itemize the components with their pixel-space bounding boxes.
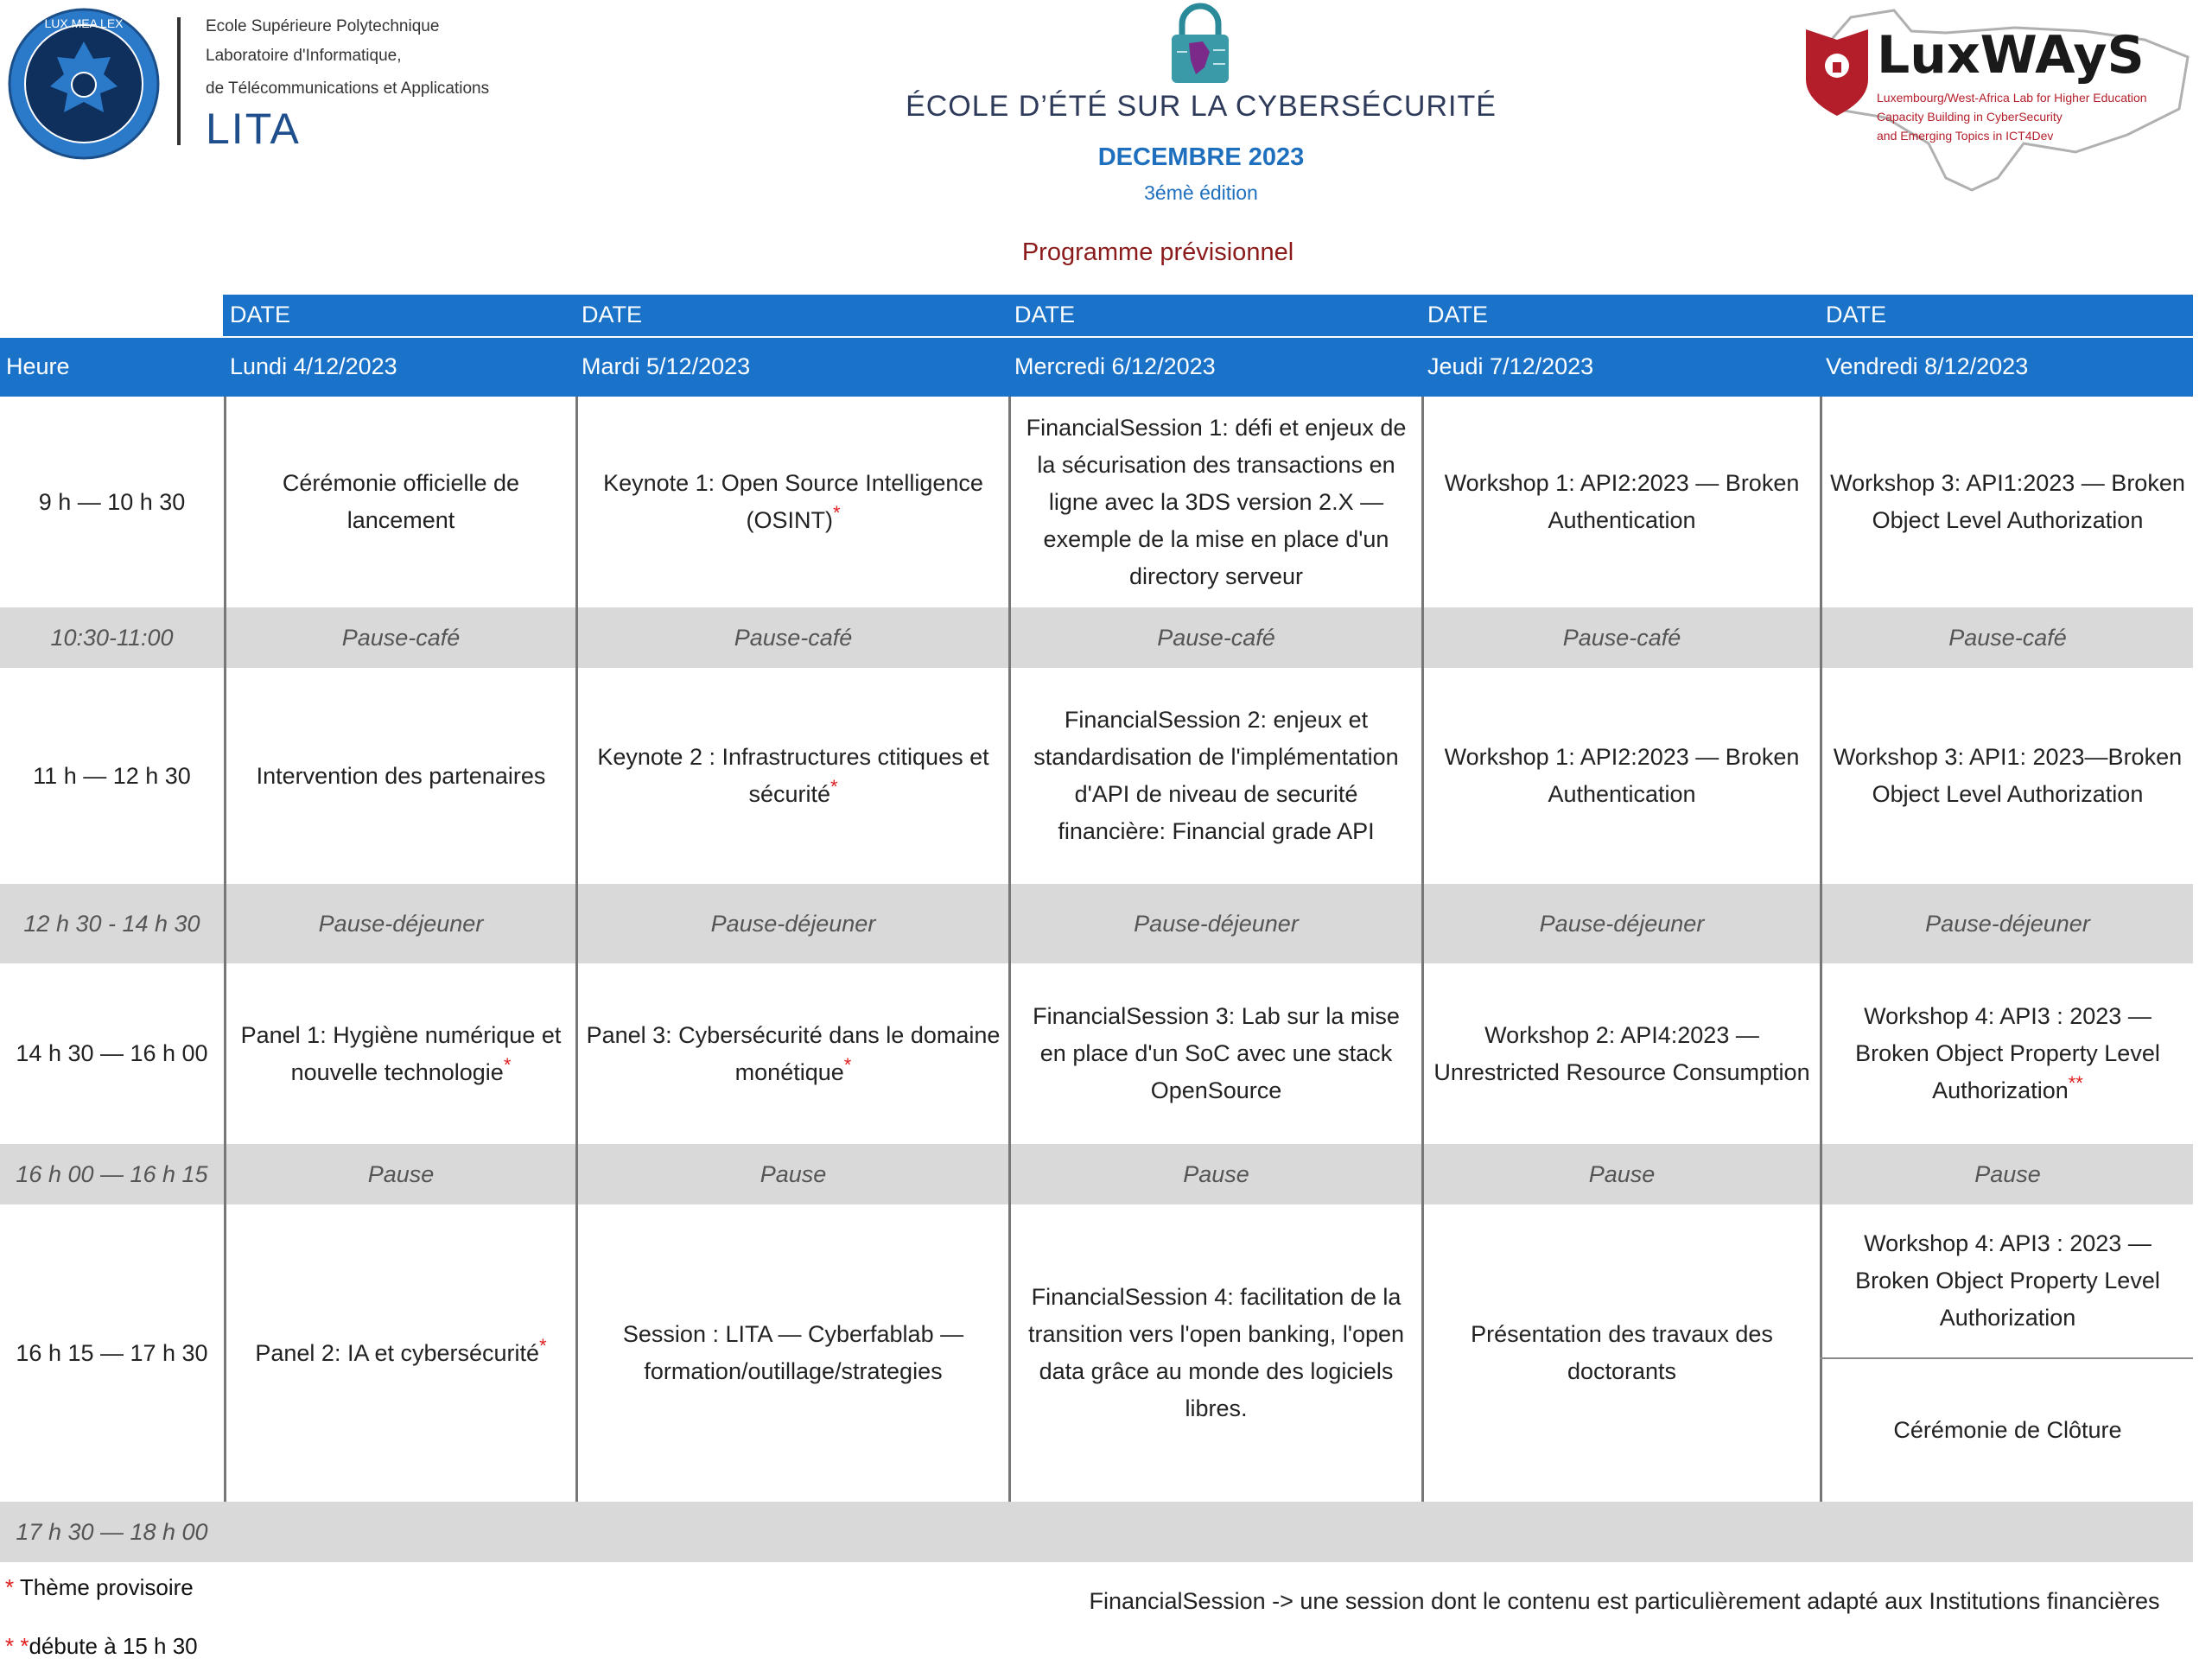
header-separator <box>177 17 181 145</box>
break-coffee-thu: Pause-café <box>1562 624 1681 651</box>
date-label-4: DATE <box>1427 302 1489 327</box>
date-label-5: DATE <box>1826 302 1887 327</box>
session-tue-3: Panel 3: Cybersécurité dans le domaine monétique* <box>586 1021 1001 1085</box>
day-header-tuesday: Mardi 5/12/2023 <box>582 353 751 379</box>
session-mon-1: Cérémonie officielle de lancement <box>282 470 520 533</box>
edition-label: 3émè édition <box>1144 181 1258 204</box>
session-fri-3: Workshop 4: API3 : 2023 —Broken Object Property Level Authorization** <box>1855 1003 2160 1103</box>
break-pause-thu: Pause <box>1588 1160 1656 1187</box>
break-coffee-fri: Pause-café <box>1948 624 2067 651</box>
lita-name: LITA <box>206 105 301 153</box>
session-wed-1: FinancialSession 1: défi et enjeux de la sécurisation des transactions en ligne avec la 3DS version 2.X — exemple de la mise en place d'un directory serveur <box>1026 414 1407 589</box>
time-break-3: 16 h 00 — 16 h 15 <box>16 1160 208 1187</box>
luxways-name: LuxWAyS <box>1877 25 2145 86</box>
break-lunch-mon: Pause-déjeuner <box>318 910 484 937</box>
date-header-bar <box>223 295 2193 336</box>
date-label-2: DATE <box>582 302 643 327</box>
session-tue-2: Keynote 2 : Infrastructures ctitiques et sécurité* <box>597 744 989 807</box>
break-coffee-wed: Pause-café <box>1157 624 1275 651</box>
lita-line-1: Ecole Supérieure Polytechnique <box>206 17 440 35</box>
session-wed-3: FinancialSession 3: Lab sur la mise en place d'un SoC avec une stack OpenSource <box>1033 1003 1400 1103</box>
luxways-line-2: Capacity Building in CyberSecurity <box>1877 110 2063 124</box>
break-lunch-wed: Pause-déjeuner <box>1134 910 1299 937</box>
time-break-1: 10:30-11:00 <box>50 624 174 651</box>
session-fri-2: Workshop 3: API1: 2023—Broken Object Level Authorization <box>1833 744 2183 807</box>
footnote-provisional: * Thème provisoire <box>5 1574 194 1600</box>
padlock-icon <box>1165 0 1236 86</box>
luxways-line-1: Luxembourg/West-Africa Lab for Higher Education <box>1877 91 2147 105</box>
date-label-3: DATE <box>1014 302 1076 327</box>
time-slot-1: 9 h — 10 h 30 <box>38 488 186 515</box>
session-fri-1: Workshop 3: API1:2023 — Broken Object Level Authorization <box>1830 470 2185 533</box>
time-slot-2: 11 h — 12 h 30 <box>33 762 191 789</box>
break-lunch-tue: Pause-déjeuner <box>710 910 876 937</box>
footnote-starts-later: * *débute à 15 h 30 <box>5 1633 198 1659</box>
session-mon-3: Panel 1: Hygiène numérique et nouvelle technologie* <box>240 1021 562 1085</box>
day-header-friday: Vendredi 8/12/2023 <box>1826 353 2029 379</box>
break-pause-tue: Pause <box>760 1160 827 1187</box>
footnote-financial-session: FinancialSession -> une session dont le contenu est particulièrement adapté aux Institutions financières <box>1089 1588 2160 1614</box>
session-thu-1: Workshop 1: API2:2023 — Broken Authentication <box>1444 470 1800 533</box>
luxways-logo <box>1799 5 2196 195</box>
starts-later-star: ** <box>2068 1072 2083 1094</box>
date-label-1: DATE <box>230 302 291 327</box>
break-coffee-tue: Pause-café <box>734 624 853 651</box>
day-header-wednesday: Mercredi 6/12/2023 <box>1014 353 1216 379</box>
break-pause-wed: Pause <box>1183 1160 1249 1187</box>
time-slot-4: 16 h 15 — 17 h 30 <box>16 1339 208 1366</box>
session-mon-2: Intervention des partenaires <box>256 762 546 789</box>
session-mon-4: Panel 2: IA et cybersécurité* <box>255 1334 547 1366</box>
provisional-star: * <box>539 1334 547 1357</box>
closing-ceremony: Cérémonie de Clôture <box>1893 1417 2122 1443</box>
lita-line-3: de Télécommunications et Applications <box>206 79 490 98</box>
time-slot-3: 14 h 30 — 16 h 00 <box>16 1040 208 1066</box>
break-coffee-mon: Pause-café <box>341 624 461 651</box>
break-band-end <box>0 1502 2193 1562</box>
session-thu-2: Workshop 1: API2:2023 — Broken Authentication <box>1444 744 1800 807</box>
day-header-thursday: Jeudi 7/12/2023 <box>1427 353 1594 379</box>
day-header-monday: Lundi 4/12/2023 <box>230 353 397 379</box>
session-thu-3: Workshop 2: API4:2023 — Unrestricted Resource Consumption <box>1433 1021 1810 1085</box>
provisional-star: * <box>843 1053 852 1076</box>
lita-seal-logo <box>7 7 161 161</box>
break-lunch-fri: Pause-déjeuner <box>1925 910 2090 937</box>
session-tue-4: Session : LITA — Cyberfablab — formation/outillage/strategies <box>622 1321 964 1384</box>
school-title: ÉCOLE D’ÉTÉ SUR LA CYBERSÉCURITÉ <box>906 90 1497 123</box>
programme-label: Programme prévisionnel <box>1021 238 1294 266</box>
hour-column-header: Heure <box>6 353 70 379</box>
lita-seal-text: LUX MEA LEX <box>44 16 124 30</box>
time-break-4: 17 h 30 — 18 h 00 <box>16 1518 208 1545</box>
luxways-line-3: and Emerging Topics in ICT4Dev <box>1877 129 2054 143</box>
event-month: DECEMBRE 2023 <box>1097 143 1305 171</box>
time-break-2: 12 h 30 - 14 h 30 <box>23 910 200 937</box>
session-fri-4a: Workshop 4: API3 : 2023 —Broken Object Property Level Authorization <box>1855 1230 2160 1331</box>
break-pause-fri: Pause <box>1974 1160 2041 1187</box>
session-wed-2: FinancialSession 2: enjeux et standardisation de l'implémentation d'API de niveau de securité financière: Financial grade API <box>1033 707 1399 844</box>
provisional-star: * <box>503 1053 512 1076</box>
session-wed-4: FinancialSession 4: facilitation de la transition vers l'open banking, l'open data grâce au monde des logiciels libres. <box>1027 1284 1405 1421</box>
break-pause-mon: Pause <box>367 1160 435 1187</box>
provisional-star: * <box>830 776 838 798</box>
break-lunch-thu: Pause-déjeuner <box>1539 910 1705 937</box>
session-thu-4: Présentation des travaux des doctorants <box>1471 1321 1773 1384</box>
provisional-star: * <box>832 502 841 524</box>
lita-line-2: Laboratoire d'Informatique, <box>206 47 402 65</box>
session-tue-1: Keynote 1: Open Source Intelligence (OSINT)* <box>603 470 983 533</box>
